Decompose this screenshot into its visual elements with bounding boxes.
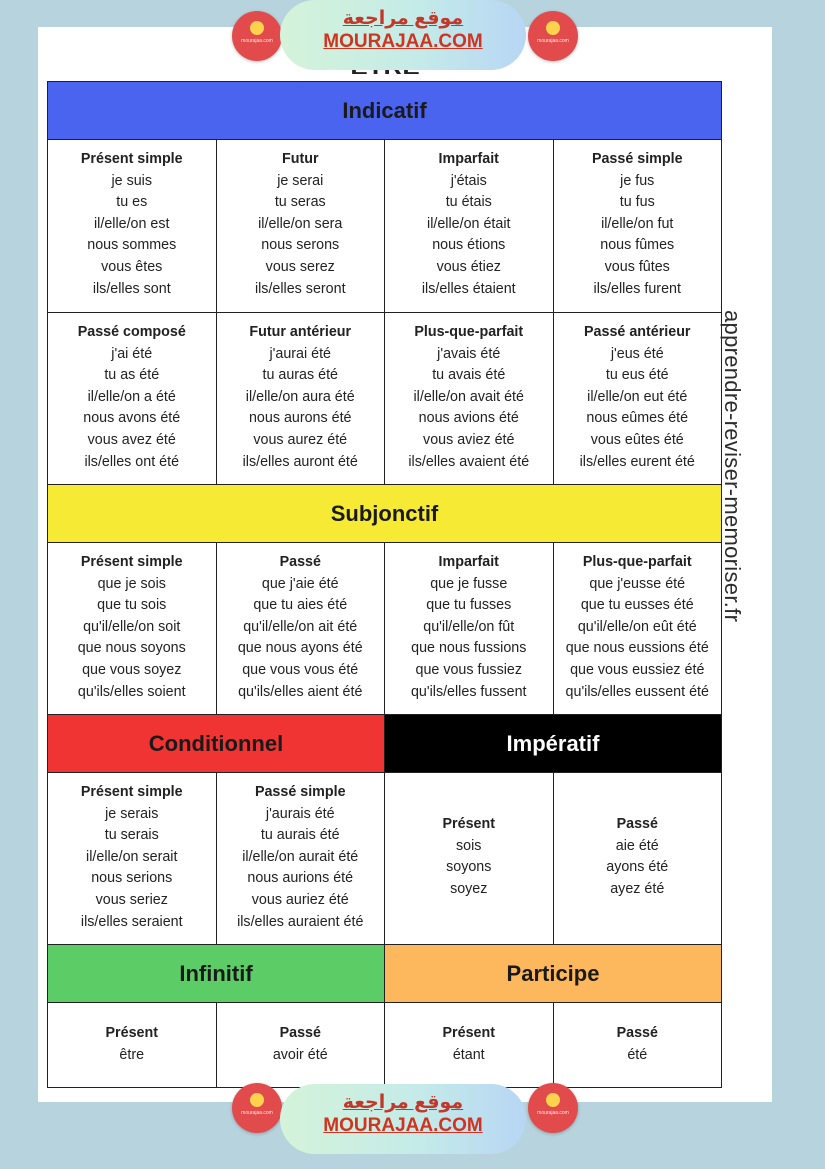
- mourajaa-logo-right-bottom: [528, 1083, 578, 1133]
- watermark-banner-bottom[interactable]: [280, 1084, 526, 1154]
- tense-cell: Présent simple je suis tu es il/elle/on est nous sommes vous êtes ils/elles sont: [48, 140, 217, 313]
- tense-cell: Présent simple je serais tu serais il/elle/on serait nous serions vous seriez ils/elles seraient: [48, 773, 217, 945]
- logo-icon: [250, 21, 264, 35]
- tense-cell: Passé simple j'aurais été tu aurais été il/elle/on aurait été nous aurions été vous auriez été ils/elles auraient été: [217, 773, 386, 945]
- tense-cell: Plus-que-parfait j'avais été tu avais été il/elle/on avait été nous avions été vous aviez été ils/elles avaient été: [385, 313, 554, 485]
- logo-icon: [546, 1093, 560, 1107]
- tense-cell: Présent être: [48, 1003, 217, 1088]
- tense-cell: Passé composé j'ai été tu as été il/elle/on a été nous avons été vous avez été ils/elles ont été: [48, 313, 217, 485]
- tense-cell: Plus-que-parfait que j'eusse été que tu eusses été qu'il/elle/on eût été que nous eussions été que vous eussiez été qu'ils/elles eussent été: [554, 543, 723, 715]
- section-header-infinitif: Infinitif: [48, 945, 385, 1003]
- watermark-banner-top[interactable]: [280, 0, 526, 70]
- logo-icon: [546, 21, 560, 35]
- section-header-indicatif: Indicatif: [48, 82, 722, 140]
- mourajaa-logo-left-bottom: [232, 1083, 282, 1133]
- logo-text: mourajaa.com: [241, 38, 273, 44]
- tense-cell: Présent simple que je sois que tu sois qu'il/elle/on soit que nous soyons que vous soyez qu'ils/elles soient: [48, 543, 217, 715]
- logo-text: mourajaa.com: [537, 1110, 569, 1116]
- logo-text: mourajaa.com: [241, 1110, 273, 1116]
- tense-cell: Passé simple je fus tu fus il/elle/on fut nous fûmes vous fûtes ils/elles furent: [554, 140, 723, 313]
- tense-cell: Passé antérieur j'eus été tu eus été il/elle/on eut été nous eûmes été vous eûtes été ils/elles eurent été: [554, 313, 723, 485]
- tense-cell: Passé avoir été: [217, 1003, 386, 1088]
- logo-text: mourajaa.com: [537, 38, 569, 44]
- section-header-participe: Participe: [385, 945, 722, 1003]
- section-header-imperatif: Impératif: [385, 715, 722, 773]
- tense-cell: Imparfait que je fusse que tu fusses qu'il/elle/on fût que nous fussions que vous fussiez qu'ils/elles fussent: [385, 543, 554, 715]
- tense-cell: Passé été: [554, 1003, 723, 1088]
- tense-cell: Futur je serai tu seras il/elle/on sera nous serons vous serez ils/elles seront: [217, 140, 386, 313]
- tense-cell: Passé que j'aie été que tu aies été qu'il/elle/on ait été que nous ayons été que vous vous été qu'ils/elles aient été: [217, 543, 386, 715]
- tense-cell: Futur antérieur j'aurai été tu auras été il/elle/on aura été nous aurons été vous aurez été ils/elles auront été: [217, 313, 386, 485]
- mourajaa-logo-left-top: [232, 11, 282, 61]
- watermark-latin: MOURAJAA.COM: [323, 31, 483, 52]
- tense-cell: Présent étant: [385, 1003, 554, 1088]
- section-header-conditionnel: Conditionnel: [48, 715, 385, 773]
- mourajaa-logo-right-top: [528, 11, 578, 61]
- watermark-arabic: موقع مراجعة: [342, 8, 464, 29]
- section-header-subjonctif: Subjonctif: [48, 485, 722, 543]
- watermark-latin: MOURAJAA.COM: [323, 1115, 483, 1136]
- source-website-text: apprendre-reviser-memoriser.fr: [720, 310, 745, 623]
- logo-icon: [250, 1093, 264, 1107]
- watermark-arabic: موقع مراجعة: [342, 1092, 464, 1113]
- tense-cell: Présent sois soyons soyez: [385, 773, 554, 945]
- tense-cell: Imparfait j'étais tu étais il/elle/on était nous étions vous étiez ils/elles étaient: [385, 140, 554, 313]
- tense-cell: Passé aie été ayons été ayez été: [554, 773, 723, 945]
- conjugation-table: [47, 81, 722, 1088]
